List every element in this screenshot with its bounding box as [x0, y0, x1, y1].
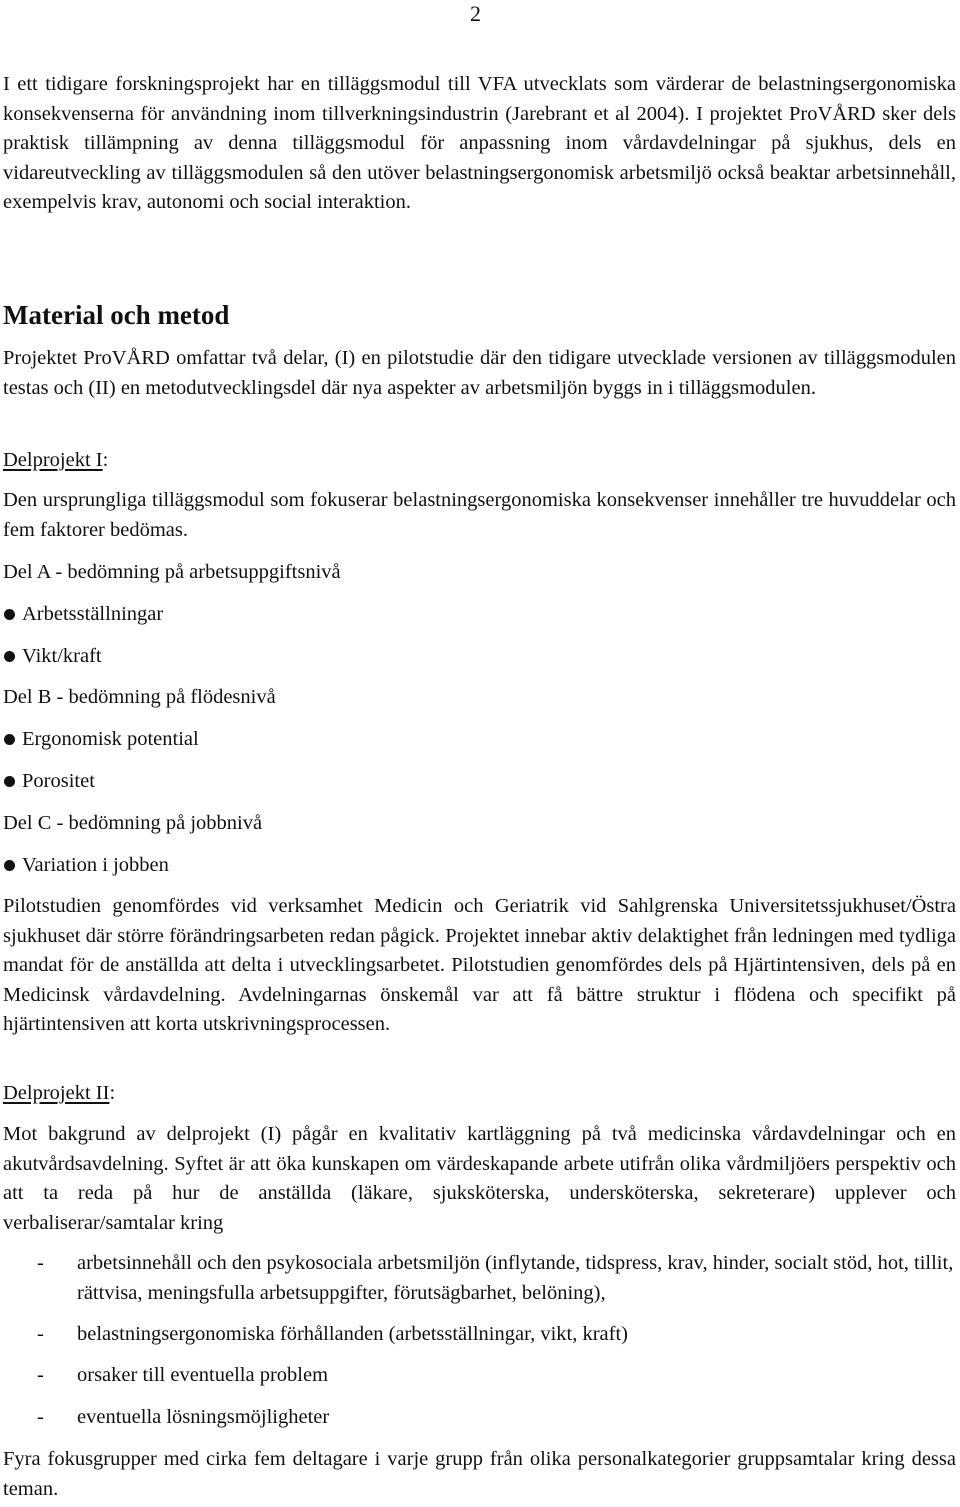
part-b-title: Del B - bedömning på flödesnivå	[3, 686, 276, 708]
bullet-text: Porositet	[22, 770, 95, 792]
bullet-icon	[4, 734, 15, 745]
page-number: 2	[470, 1, 481, 26]
delprojekt2-label	[3, 1079, 115, 1107]
part-a-title: Del A - bedömning på arbetsuppgiftsnivå	[3, 561, 341, 583]
delprojekt2-paragraph: Mot bakgrund av delprojekt (I) pågår en kvalitativ kartläggning på två medicinska vårdavdelningar och en akutvårdsavdelning. Syftet är att öka kunskapen om värdeskapande arbete utifrån olika vårdmiljöers perspektiv och att ta reda på hur de anställda (läkare, sjuksköterska, undersköterska, sekreterare) upplever och verbaliserar/samtalar kring	[3, 1123, 956, 1234]
bullet-item	[3, 642, 102, 670]
pilot-paragraph: Pilotstudien genomfördes vid verksamhet Medicin och Geriatrik vid Sahlgrenska Universitetssjukhuset/Östra sjukhuset där större förändringsarbeten redan pågick. Projektet innebar aktiv delaktighet från ledningen med tydliga mandat för de anställda att delta i utvecklingsarbetet. Pilotstudien genomfördes dels på Hjärtintensiven, dels på en Medicinsk vårdavdelning. Avdelningarnas önskemål var att få bättre struktur i flödena och specifikt på hjärtintensiven att korta utskrivningsprocessen.	[3, 895, 956, 1036]
delprojekt1-label-text: Delprojekt I	[3, 449, 103, 471]
delprojekt2-label-text: Delprojekt II	[3, 1082, 110, 1104]
bullet-item	[3, 851, 169, 879]
intro-paragraph: I ett tidigare forskningsprojekt har en tilläggsmodul till VFA utvecklats som värderar de belastningsergonomiska konsekvenserna för användning inom tillverkningsindustrin (Jarebrant et al 2004). I projektet ProVÅRD sker dels praktisk tillämpning av denna tilläggsmodul för anpassning inom vårdavdelningar på sjukhus, dels en vidareutveckling av tilläggsmodulen så den utöver belastningsergonomisk arbetsmiljö också beaktar arbetsinnehåll, exempelvis krav, autonomi och social interaktion.	[3, 73, 956, 214]
dash-list-item	[37, 1403, 956, 1433]
dash-item-text: orsaker till eventuella problem	[77, 1364, 329, 1386]
dash-list-item	[37, 1320, 956, 1350]
delprojekt1-paragraph: Den ursprungliga tilläggsmodul som fokuserar belastningsergonomiska konsekvenser innehåller tre huvuddelar och fem faktorer bedömas.	[3, 489, 956, 541]
bullet-text: Ergonomisk potential	[22, 728, 199, 750]
bullet-icon	[4, 860, 15, 871]
dash-marker: -	[37, 1323, 44, 1345]
dash-marker: -	[37, 1364, 44, 1386]
dash-item-text: belastningsergonomiska förhållanden (arbetsställningar, vikt, kraft)	[77, 1323, 629, 1345]
dash-marker: -	[37, 1406, 44, 1428]
dash-marker: -	[37, 1252, 44, 1274]
part-c-title: Del C - bedömning på jobbnivå	[3, 812, 263, 834]
dash-list-item	[37, 1249, 956, 1308]
bullet-item	[3, 600, 163, 628]
method-paragraph: Projektet ProVÅRD omfattar två delar, (I) en pilotstudie där den tidigare utvecklade versionen av tilläggsmodulen testas och (II) en metodutvecklingsdel där nya aspekter av arbetsmiljön byggs in i tilläggsmodulen.	[3, 347, 956, 399]
delprojekt1-colon: :	[102, 449, 109, 471]
bullet-icon	[4, 776, 15, 787]
closing-paragraph: Fyra fokusgrupper med cirka fem deltagare i varje grupp från olika personalkategorier gruppsamtalar kring dessa teman.	[3, 1448, 956, 1500]
dash-item-text: arbetsinnehåll och den psykosociala arbetsmiljön (inflytande, tidspress, krav, hinder, socialt stöd, hot, tillit, rättvisa, meningsfulla arbetsuppgifter, förutsägbarhet, belöning),	[77, 1252, 954, 1304]
dash-list-item	[37, 1361, 956, 1391]
bullet-text: Arbetsställningar	[22, 603, 164, 625]
bullet-item	[3, 767, 95, 795]
dash-item-text: eventuella lösningsmöjligheter	[77, 1406, 330, 1428]
bullet-icon	[4, 651, 15, 662]
bullet-item	[3, 725, 199, 753]
section-heading: Material och metod	[3, 300, 230, 330]
delprojekt1-label	[3, 446, 108, 474]
delprojekt2-colon: :	[109, 1082, 116, 1104]
bullet-icon	[4, 609, 15, 620]
bullet-text: Variation i jobben	[22, 854, 169, 876]
bullet-text: Vikt/kraft	[22, 645, 102, 667]
